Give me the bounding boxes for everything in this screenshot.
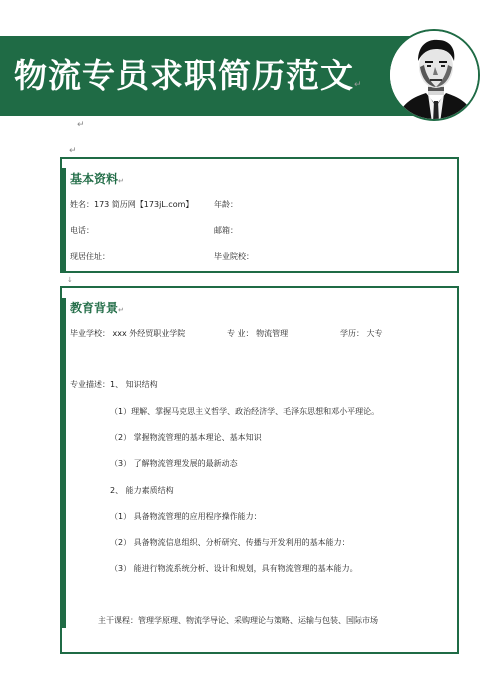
paragraph-mark: ↵	[77, 120, 85, 130]
portrait-image	[390, 31, 480, 121]
education-major: 专 业： 物流管理	[227, 329, 289, 338]
paragraph-mark: ↵	[118, 177, 124, 185]
address-field: 现居住址：	[70, 252, 110, 261]
knowledge-item: （3） 了解物流管理发展的最新动态	[110, 459, 238, 468]
description-label: 专业描述：1、 知识结构	[70, 380, 158, 389]
ability-item: （1） 具备物流管理的应用程序操作能力：	[110, 512, 262, 521]
phone-field: 电话：	[70, 226, 94, 235]
section-accent-bar	[61, 168, 66, 271]
education-degree: 学历： 大专	[340, 329, 383, 338]
page-title: 物流专员求职简历范文↵	[14, 56, 363, 95]
paragraph-mark: ↵	[354, 80, 363, 90]
education-section	[60, 286, 459, 654]
ability-title: 2、 能力素质结构	[110, 486, 174, 495]
email-field: 邮箱：	[214, 226, 238, 235]
knowledge-item: （2） 掌握物流管理的基本理论、基本知识	[110, 433, 262, 442]
section-accent-bar	[61, 298, 66, 628]
paragraph-mark: ↵	[118, 306, 124, 314]
knowledge-item: （1）理解、掌握马克思主义哲学、政治经济学、毛泽东思想和邓小平理论。	[110, 407, 380, 416]
basic-info-heading: 基本资料↵	[70, 172, 124, 186]
ability-item: （2） 具备物流信息组织、分析研究、传播与开发利用的基本能力：	[110, 538, 350, 547]
school-field: 毕业院校：	[214, 252, 254, 261]
avatar	[388, 29, 480, 121]
main-courses: 主干课程：管理学原理、物流学导论、采购理论与策略、运输与包装、国际市场	[98, 616, 378, 625]
ability-item: （3） 能进行物流系统分析、设计和规划，具有物流管理的基本能力。	[110, 564, 358, 573]
age-field: 年龄：	[214, 200, 238, 209]
education-school: 毕业学校： xxx 外经贸职业学院	[70, 329, 186, 338]
paragraph-mark: ↵	[69, 146, 77, 156]
paragraph-mark: ↓	[67, 276, 73, 284]
education-heading: 教育背景↵	[70, 301, 124, 315]
name-field: 姓名：173 简历网【173jL.com】	[70, 200, 194, 209]
